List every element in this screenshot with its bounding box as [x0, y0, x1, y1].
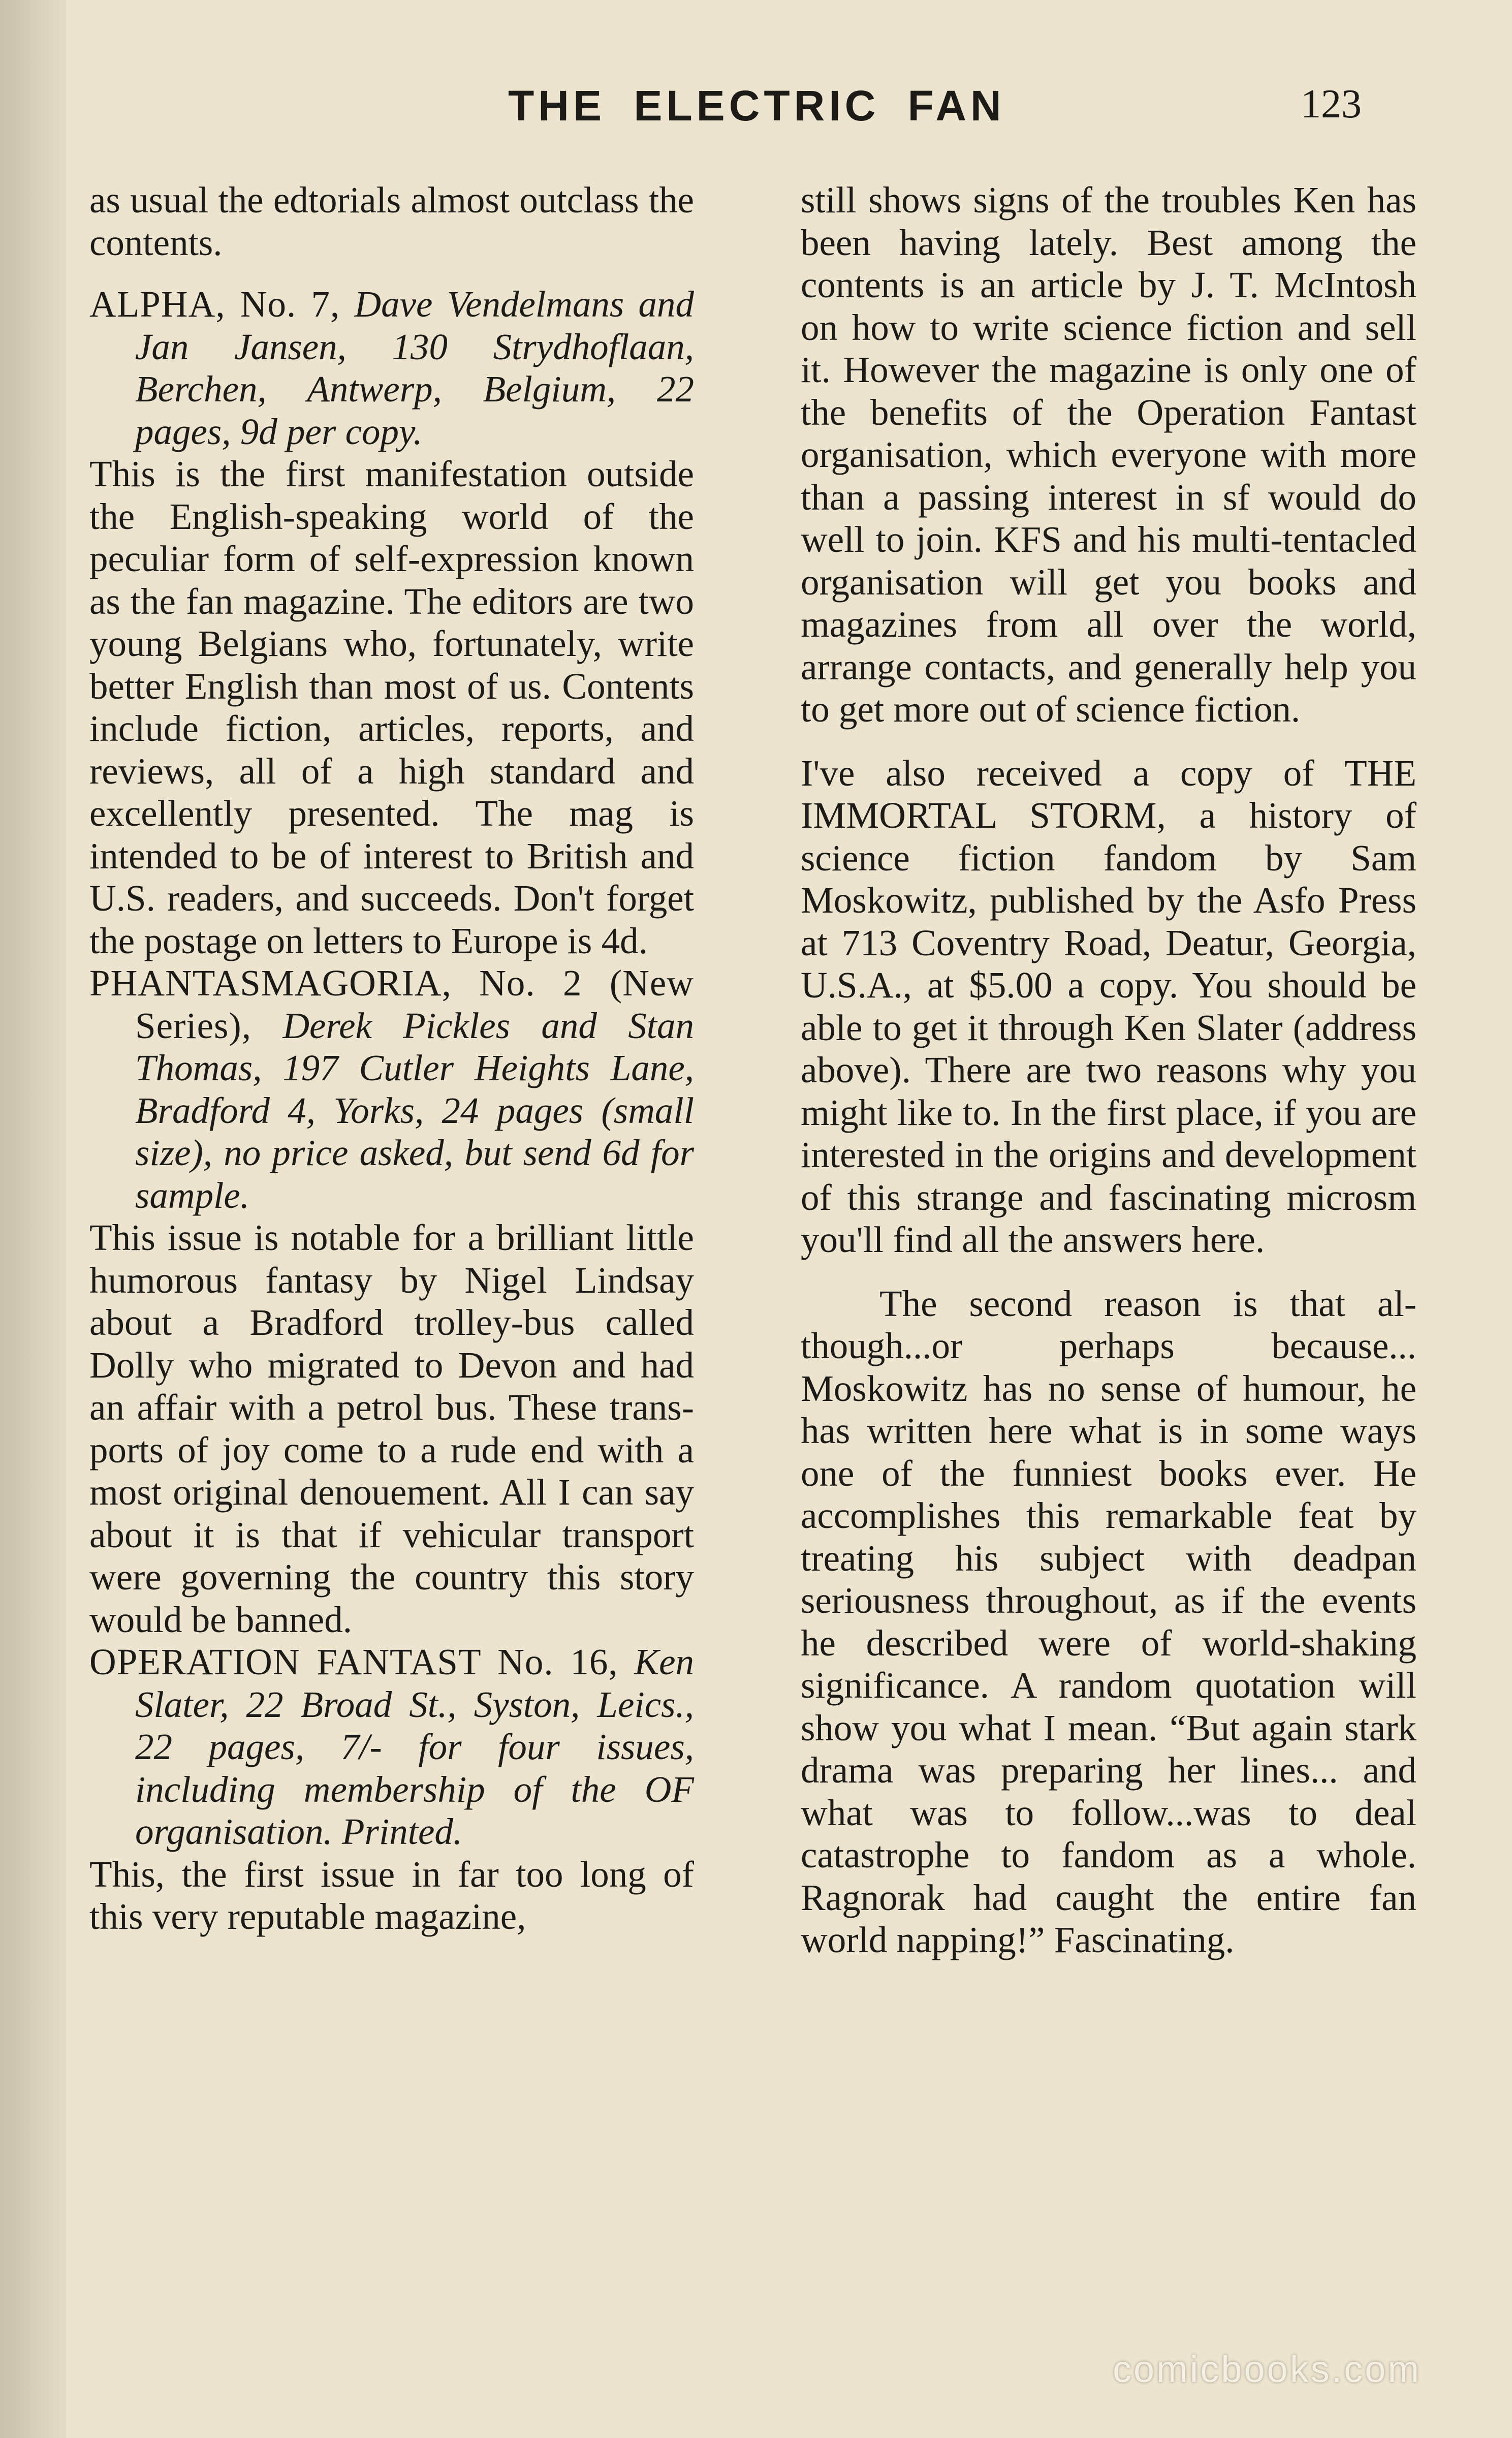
- page-number: 123: [1301, 82, 1362, 127]
- paragraph-immortal-storm: I've also received a copy of THE IMMORTAL STORM, a history of science fiction fandom by Sam Moskowitz, published by the Asfo Press at 713 Coventry Road, Deatur, Georgia, U.S.A., at $5.00 a copy. You should be able to get it through Ken Slater (address above). There are two reasons why you might like to. In the first place, if you are interested in the origins and development of this strange and fascinating microsm you'll find all the answers here.: [801, 752, 1416, 1260]
- listing-operation-fantast-title: OPERATION FANTAST No. 16,: [89, 1641, 618, 1682]
- paragraph-alpha-review: This is the first manifestation outside the English-speaking world of the peculiar form of self-expression known as the fan magazine. The editors are two young Belgians who, fortunately, write better English than most of us. Contents include fiction, articles, reports, and reviews, all of a high standard and excellently presented. The mag is intended to be of interest to British and U.S. readers, and succeeds. Don't forget the postage on letters to Europe is 4d.: [89, 453, 694, 961]
- page-gutter-shadow: [0, 0, 66, 2438]
- listing-phantasmagoria: [89, 962, 694, 1216]
- paragraph-operation-fantast-continued: still shows signs of the troubles Ken has been having lately. Best among the contents is an article by J. T. McIntosh on how to write science fiction and sell it. However the magazine is only one of the benefits of the Operation Fantast organisation, which everyone with more than a passing interest in sf would do well to join. KFS and his multi-tentacled organisation will get you books and magazines from all over the world, arrange contacts, and generally help you to get more out of science fiction.: [801, 179, 1416, 730]
- page-header: [0, 76, 1512, 137]
- paragraph-phantasmagoria-review: This issue is notable for a brilliant little humorous fantasy by Nigel Lindsay about a Bradford trolley-bus called Dolly who migrated to Devon and had an affair with a petrol bus. These transports of joy come to a rude end with a most original denouement. All I can say about it is that if vehicular transport were governing the country this story would be banned.: [89, 1217, 694, 1640]
- paragraph-editorials: as usual the edtorials almost outclass the contents.: [89, 179, 694, 263]
- right-column: [801, 179, 1416, 1961]
- listing-phantasmagoria-title: PHANTASMAGORIA, No. 2 (New Series),: [89, 962, 694, 1046]
- listing-alpha-title: ALPHA, No. 7,: [89, 284, 340, 325]
- listing-alpha-details: Dave Vendelmans and Jan Jansen, 130 Strydhoflaan, Berchen, Antwerp, Belgium, 22 pages, 9d per copy.: [135, 284, 694, 452]
- watermark-text: comicbooks.com: [1113, 2348, 1422, 2390]
- paragraph-second-reason: The second reason is that although...or perhaps because... Moskowitz has no sense of humour, he has written here what is in some ways one of the funniest books ever. He accomplishes this remarkable feat by treating his subject with deadpan seriousness throughout, as if the events he described were of world-shaking significance. A random quotation will show you what I mean. “But again stark drama was preparing her lines... and what was to follow...was to deal catastrophe to fandom as a whole. Ragnorak had caught the entire fan world napping!” Fascinating.: [801, 1283, 1416, 1960]
- paragraph-operation-fantast-review: This, the first issue in far too long of this very reputable magazine,: [89, 1853, 694, 1937]
- running-title: THE ELECTRIC FAN: [508, 82, 1005, 130]
- left-column: [89, 179, 694, 1938]
- listing-operation-fantast: [89, 1641, 694, 1853]
- listing-operation-fantast-details: Ken Slater, 22 Broad St., Syston, Leics., 22 pages, 7/- for four issues, including membership of the OF organisation. Printed.: [135, 1641, 694, 1852]
- listing-phantasmagoria-details: Derek Pickles and Stan Thomas, 197 Cutler Heights Lane, Bradford 4, Yorks, 24 pages (small size), no price asked, but send 6d for sample.: [135, 1005, 695, 1216]
- listing-alpha: [89, 283, 694, 453]
